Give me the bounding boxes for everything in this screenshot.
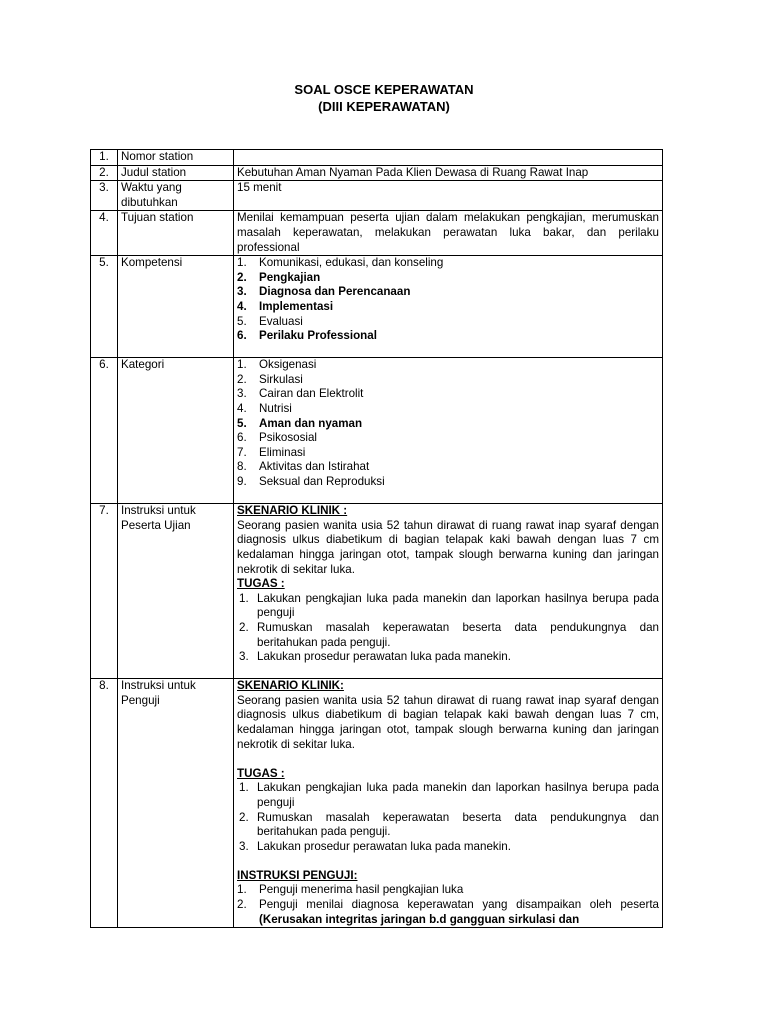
row-label: Waktu yang dibutuhkan [118, 181, 234, 211]
row-label: Tujuan station [118, 211, 234, 256]
row-label: Judul station [118, 165, 234, 181]
table-row [91, 165, 663, 181]
row-label: Kompetensi [118, 256, 234, 358]
row-value: Kebutuhan Aman Nyaman Pada Klien Dewasa di Ruang Rawat Inap [234, 165, 663, 181]
row-value: 15 menit [234, 181, 663, 211]
table-row [91, 679, 663, 928]
list-item: 1. Oksigenasi [237, 358, 317, 372]
row-label: Nomor station [118, 150, 234, 166]
list-item: 9. Seksual dan Reproduksi [237, 474, 385, 488]
list-item: 3. Diagnosa dan Perencanaan [237, 285, 411, 299]
task-heading: TUGAS : [237, 577, 285, 591]
task-heading: TUGAS : [237, 766, 285, 780]
row-number: 8. [91, 679, 118, 928]
scenario-text: Seorang pasien wanita usia 52 tahun dirawat di ruang rawat inap syaraf dengan diagnosis ulkus diabetikum di bagian telapak kaki bawah dengan luas 7 cm kedalaman hingga jaringan otot, tampak slough berwarna kuning dan jaringan nekrotik di sekitar luka. [237, 518, 659, 576]
document-title: SOAL OSCE KEPERAWATAN [294, 82, 474, 97]
list-item: 5. Evaluasi [237, 314, 303, 328]
list-item: 7. Eliminasi [237, 445, 306, 459]
competency-list [234, 256, 663, 358]
list-item: 1. Lakukan pengkajian luka pada manekin dan laporkan hasilnya berupa pada penguji [239, 591, 659, 620]
table-row [91, 358, 663, 504]
list-item: 5. Aman dan nyaman [237, 416, 363, 430]
list-item: 3. Cairan dan Elektrolit [237, 387, 364, 401]
list-item: 8. Aktivitas dan Istirahat [237, 460, 370, 474]
list-item: 6. Perilaku Professional [237, 329, 377, 343]
list-item: 2. Rumuskan masalah keperawatan beserta data pendukungnya dan beritahukan pada penguji. [239, 810, 659, 839]
scenario-heading: SKENARIO KLINIK: [237, 679, 344, 693]
row-number: 5. [91, 256, 118, 358]
row-value [234, 150, 663, 166]
list-item: 2. Rumuskan masalah keperawatan beserta data pendukungnya dan beritahukan pada penguji. [239, 620, 659, 649]
spacer [237, 854, 659, 869]
list-item: 1. Lakukan pengkajian luka pada manekin dan laporkan hasilnya berupa pada penguji [239, 781, 659, 809]
table-row [91, 150, 663, 166]
list-item: 2. Pengkajian [237, 270, 321, 284]
row-label: Instruksi untuk Peserta Ujian [118, 504, 234, 679]
list-item: 2. Sirkulasi [237, 372, 303, 386]
list-item: 1. Penguji menerima hasil pengkajian luka [237, 883, 464, 897]
scenario-heading: SKENARIO KLINIK : [237, 504, 348, 518]
list-item: 4. Implementasi [237, 299, 334, 313]
row-value: Menilai kemampuan peserta ujian dalam melakukan pengkajian, merumuskan masalah keperawatan, melakukan perawatan luka bakar, dan perilaku professional [234, 211, 663, 256]
row-number: 2. [91, 165, 118, 181]
table-row [91, 181, 663, 211]
examiner-heading: INSTRUKSI PENGUJI: [237, 868, 358, 882]
row-label: Kategori [118, 358, 234, 504]
list-item: 6. Psikososial [237, 431, 317, 445]
scenario-text: Seorang pasien wanita usia 52 tahun dirawat di ruang rawat inap syaraf dengan diagnosis ulkus diabetikum di bagian telapak kaki bawah dengan luas 7 cm, kedalaman hingga jaringan otot, tampak slough berwarna kuning dan jaringan nekrotik di sekitar luka. [237, 693, 659, 751]
row-label: Instruksi untuk Penguji [118, 679, 234, 928]
row-number: 3. [91, 181, 118, 211]
list-item: 1. Komunikasi, edukasi, dan konseling [237, 256, 444, 270]
examiner-instructions [234, 679, 663, 928]
diagnosis-text: (Kerusakan integritas jaringan b.d gangguan sirkulasi dan [259, 912, 580, 926]
spacer [237, 752, 659, 767]
participant-instructions [234, 504, 663, 679]
list-item: 3. Lakukan prosedur perawatan luka pada manekin. [239, 839, 511, 853]
table-row [91, 256, 663, 358]
row-number: 6. [91, 358, 118, 504]
list-item: 4. Nutrisi [237, 401, 292, 415]
row-number: 4. [91, 211, 118, 256]
table-row [91, 504, 663, 679]
category-list [234, 358, 663, 504]
row-number: 1. [91, 150, 118, 166]
list-item: 3. Lakukan prosedur perawatan luka pada manekin. [239, 650, 511, 664]
row-number: 7. [91, 504, 118, 679]
station-table [90, 149, 663, 928]
table-row [91, 211, 663, 256]
document-subtitle: (DIII KEPERAWATAN) [318, 99, 450, 114]
list-item: 2. Penguji menilai diagnosa keperawatan yang disampaikan oleh peserta (Kerusakan integritas jaringan b.d gangguan sirkulasi dan [237, 898, 659, 926]
